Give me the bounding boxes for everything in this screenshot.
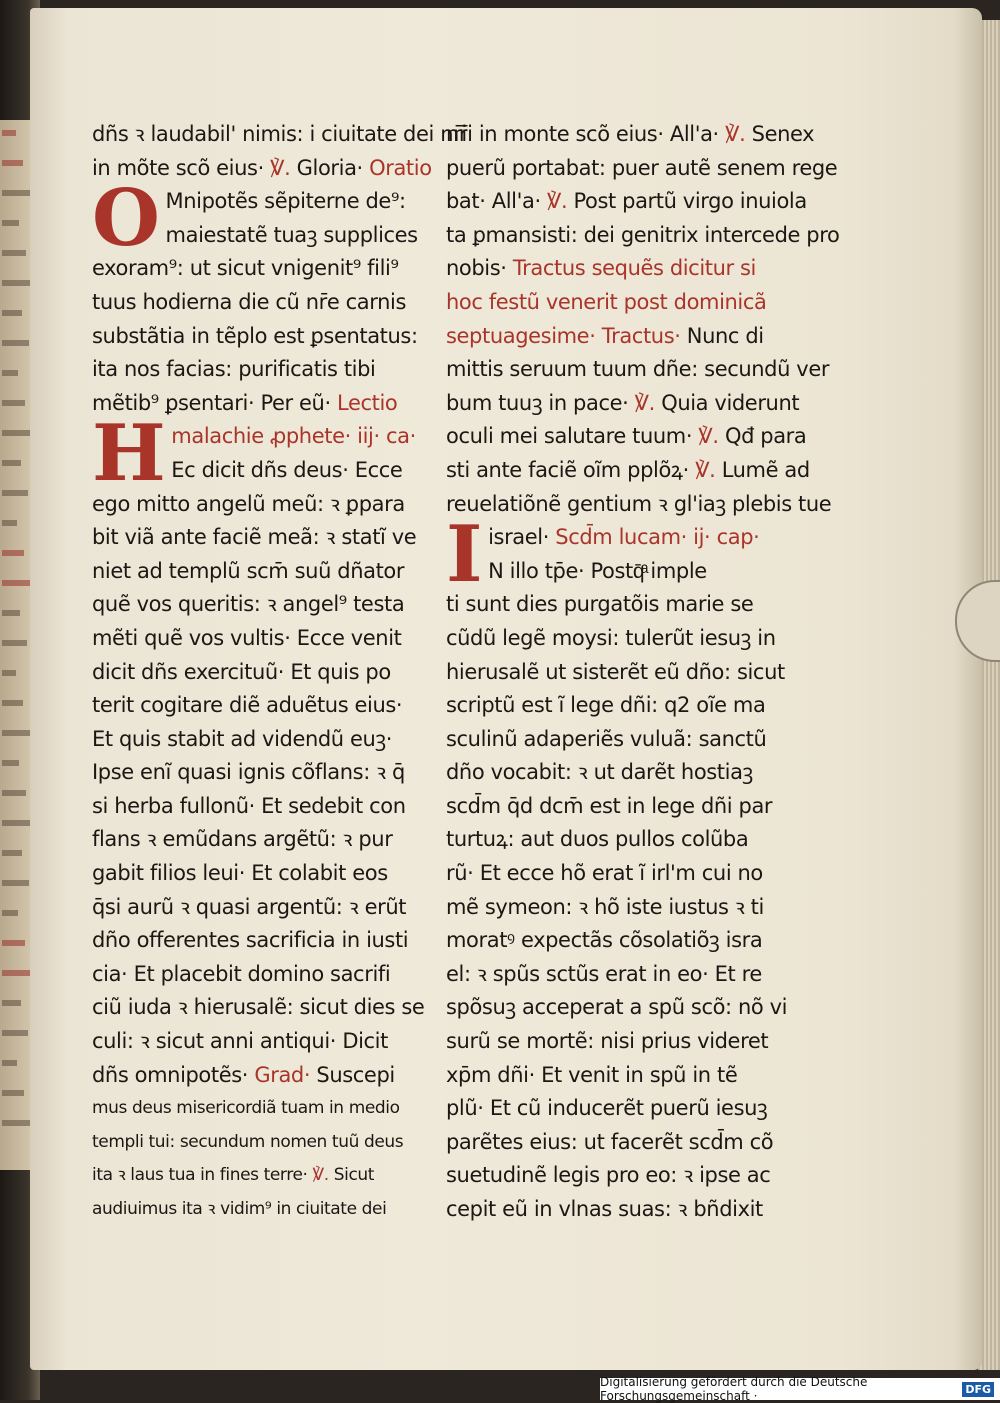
text-line bbox=[446, 521, 792, 555]
text-line bbox=[446, 689, 792, 723]
text-run: ciũ iuda ꝛ hierusalẽ: sicut dies se bbox=[92, 995, 425, 1020]
facing-page-ink bbox=[2, 400, 25, 406]
text-run: Quia viderunt bbox=[654, 390, 800, 415]
text-run: sculinũ adaperiẽs vuluã: sanctũ bbox=[446, 726, 767, 751]
text-run: el: ꝛ spũs sctũs erat in eo· Et re bbox=[446, 961, 762, 986]
text-line bbox=[92, 1059, 438, 1093]
text-line bbox=[92, 622, 438, 656]
text-run: in mõte scõ eius· bbox=[92, 155, 271, 180]
rubric-text: ℣. bbox=[698, 424, 719, 449]
text-run: scriptũ est ĩ lege dñi: q2 oĩe ma bbox=[446, 693, 766, 718]
text-line bbox=[446, 387, 800, 421]
text-run: N illo tp̄e· Postq̄ͣ imple bbox=[488, 558, 707, 583]
facing-page-ink bbox=[2, 370, 18, 376]
text-run: Ipse enĩ quasi ignis cõflans: ꝛ q̄ bbox=[92, 760, 405, 785]
text-line bbox=[92, 1159, 438, 1193]
text-run: plũ· Et cũ inducerẽt puerũ iesuꝫ bbox=[446, 1096, 768, 1121]
text-run: turtuꝝ: aut duos pullos colũba bbox=[446, 827, 749, 852]
facing-page-ink bbox=[2, 190, 30, 196]
rubric-text: Tractus sequẽs dicitur si bbox=[512, 256, 756, 281]
text-line bbox=[92, 857, 438, 891]
text-run: Ec dicit dñs deus· Ecce bbox=[171, 457, 403, 482]
text-run: sti ante faciẽ oĩm pplõꝝ· bbox=[446, 457, 696, 482]
text-run: nr̄i in monte scõ eius· All'a· bbox=[446, 122, 726, 146]
facing-page-ink bbox=[2, 1060, 17, 1066]
facing-page-ink bbox=[2, 550, 24, 556]
facing-page-ink bbox=[2, 460, 21, 466]
facing-page-ink bbox=[2, 970, 32, 976]
facing-page-ink bbox=[2, 310, 22, 316]
rubric-text: ℣. bbox=[547, 189, 568, 214]
text-run: Sicut bbox=[328, 1165, 375, 1186]
facing-page-ink bbox=[2, 940, 25, 946]
text-run: tuus hodierna die cũ nr̄e carnis bbox=[92, 289, 407, 314]
text-line bbox=[92, 823, 438, 857]
text-run: maiestatẽ tuaꝫ supplices bbox=[165, 222, 418, 247]
text-run: niet ad templũ scm̄ suũ dñator bbox=[92, 558, 405, 583]
text-run: templi tui: secundum nomen tuũ deus bbox=[92, 1131, 404, 1152]
facing-page-ink bbox=[2, 1030, 28, 1036]
drop-initial: I bbox=[446, 509, 483, 601]
text-line bbox=[446, 286, 792, 320]
text-line bbox=[446, 152, 838, 186]
funding-notice: Digitalisierung gefördert durch die Deutsche Forschungsgemeinschaft · bbox=[600, 1375, 868, 1403]
drop-initial: O bbox=[92, 173, 160, 265]
text-run: spõsuꝫ acceperat a spũ scõ: nõ vi bbox=[446, 995, 788, 1020]
text-line bbox=[92, 118, 467, 152]
text-run: suetudinẽ legis pro eo: ꝛ ipse ac bbox=[446, 1163, 771, 1188]
facing-page-ink bbox=[2, 730, 30, 736]
text-run: Qđ para bbox=[718, 424, 807, 449]
facing-page-ink bbox=[2, 220, 19, 226]
facing-page-ink bbox=[2, 1000, 21, 1006]
text-run: scd̄m q̄d dcm̄ est in lege dñi par bbox=[446, 793, 773, 818]
text-line bbox=[446, 622, 792, 656]
text-line bbox=[92, 723, 438, 757]
text-line bbox=[92, 656, 438, 690]
text-run: rũ· Et ecce hõ erat ĩ irl'm cui no bbox=[446, 861, 763, 886]
rubric-text: ℣. bbox=[695, 457, 716, 482]
text-run: hierusalẽ ut sisterẽt eũ dño: sicut bbox=[446, 659, 785, 684]
text-line bbox=[92, 924, 438, 958]
text-run: terit cogitare diẽ aduẽtus eius· bbox=[92, 693, 403, 718]
text-line bbox=[446, 454, 810, 488]
text-run: mittis seruum tuum dñe: secundũ ver bbox=[446, 357, 830, 382]
text-line bbox=[446, 353, 830, 387]
rubric-text: hoc festũ venerit post dominicã bbox=[446, 289, 767, 314]
text-run: flans ꝛ emũdans argẽtũ: ꝛ pur bbox=[92, 827, 393, 852]
text-run: dño offerentes sacrificia in iusti bbox=[92, 928, 409, 953]
text-line bbox=[92, 1193, 438, 1227]
text-line bbox=[92, 521, 438, 555]
text-line bbox=[446, 991, 792, 1025]
text-run: gabit filios leui· Et colabit eos bbox=[92, 861, 388, 886]
facing-page-ink bbox=[2, 130, 16, 136]
text-line bbox=[446, 756, 792, 790]
text-line bbox=[446, 1159, 792, 1193]
initial-block bbox=[92, 173, 438, 265]
text-line bbox=[446, 1025, 792, 1059]
facing-page-ink bbox=[2, 520, 17, 526]
text-run: dicit dñs exercituũ· Et quis po bbox=[92, 659, 391, 684]
text-run: quẽ vos queritis: ꝛ angel⁹ testa bbox=[92, 592, 405, 617]
footer-bar bbox=[600, 1375, 1000, 1403]
text-line bbox=[446, 588, 792, 622]
text-run: q̄si aurũ ꝛ quasi argentũ: ꝛ erũt bbox=[92, 894, 407, 919]
facing-page-ink bbox=[2, 280, 33, 286]
text-line bbox=[92, 891, 438, 925]
facing-page-ink bbox=[2, 610, 20, 616]
text-line bbox=[92, 588, 438, 622]
facing-page-ink bbox=[2, 640, 27, 646]
text-run: Suscepi bbox=[310, 1062, 395, 1087]
text-line bbox=[446, 219, 840, 253]
text-run: Gloria· bbox=[290, 155, 370, 180]
text-run: oculi mei salutare tuum· bbox=[446, 424, 699, 449]
facing-page-ink bbox=[2, 910, 18, 916]
rubric-text: Lectio bbox=[337, 390, 398, 415]
text-line bbox=[92, 286, 438, 320]
text-run: nobis· bbox=[446, 256, 513, 281]
text-run: mẽtib⁹ ꝑsentari· Per eũ· bbox=[92, 390, 338, 415]
initial-block bbox=[446, 509, 792, 601]
text-run: substãtia in tẽplo est ꝑsentatus: bbox=[92, 323, 418, 348]
text-run: puerũ portabat: puer autẽ senem rege bbox=[446, 155, 838, 180]
facing-page-ink bbox=[2, 160, 23, 166]
text-run: bit viã ante faciẽ meã: ꝛ statĩ ve bbox=[92, 525, 417, 550]
text-run: audiuimus ita ꝛ vidim⁹ in ciuitate dei bbox=[92, 1199, 387, 1219]
facing-page-ink bbox=[2, 430, 32, 436]
facing-page-ink bbox=[2, 1090, 24, 1096]
text-line bbox=[92, 353, 438, 387]
text-run: si herba fullonũ· Et sedebit con bbox=[92, 793, 406, 818]
text-run: ego mitto angelũ meũ: ꝛ ꝑpara bbox=[92, 491, 405, 516]
text-run: parẽtes eius: ut facerẽt scd̄m cõ bbox=[446, 1129, 774, 1154]
text-line bbox=[446, 924, 792, 958]
text-run: ita nos facias: purificatis tibi bbox=[92, 357, 376, 382]
text-line bbox=[446, 1193, 792, 1227]
rubric-text: ℣. bbox=[312, 1165, 329, 1186]
rubric-text: ℣. bbox=[270, 155, 291, 180]
text-run: Post partũ virgo inuiola bbox=[567, 189, 807, 214]
text-run: mus deus misericordiã tuam in medio bbox=[92, 1098, 400, 1119]
text-line bbox=[446, 488, 832, 522]
facing-page-ink bbox=[2, 1120, 31, 1126]
text-run: ta ꝑmansisti: dei genitrix intercede pro bbox=[446, 222, 840, 247]
text-line bbox=[92, 320, 438, 354]
text-line bbox=[92, 1092, 438, 1126]
rubric-text: ℣. bbox=[634, 390, 655, 415]
text-line bbox=[92, 1126, 438, 1160]
text-line bbox=[446, 857, 792, 891]
text-run: Lumẽ ad bbox=[715, 457, 810, 482]
text-line bbox=[446, 723, 792, 757]
text-line bbox=[446, 118, 815, 152]
text-run: moratꝰ expectãs cõsolatiõꝫ isra bbox=[446, 928, 763, 953]
text-line bbox=[92, 991, 438, 1025]
text-run: dñs ꝛ laudabil' nimis: i ciuitate dei nr̄i bbox=[92, 122, 467, 146]
text-line bbox=[446, 420, 807, 454]
rubric-text: Scd̄m lucam· ij· cap· bbox=[555, 525, 760, 550]
facing-page-ink bbox=[2, 880, 29, 886]
text-run: xp̄m dñi· Et venit in spũ in tẽ bbox=[446, 1062, 738, 1087]
rubric-text: ℣. bbox=[725, 122, 746, 146]
text-run: bat· All'a· bbox=[446, 189, 548, 214]
text-column-left bbox=[92, 118, 467, 1227]
text-run: bum tuuꝫ in pace· bbox=[446, 390, 635, 415]
drop-initial: H bbox=[92, 408, 166, 500]
text-run: culi: ꝛ sicut anni antiqui· Dicit bbox=[92, 1029, 388, 1054]
text-run: mẽ symeon: ꝛ hõ iste iustus ꝛ ti bbox=[446, 894, 764, 919]
text-run: Nunc di bbox=[680, 323, 764, 348]
initial-block bbox=[92, 408, 438, 500]
text-run: ti sunt dies purgatõis marie se bbox=[446, 592, 754, 617]
facing-page-ink bbox=[2, 820, 33, 826]
text-line bbox=[92, 958, 438, 992]
text-run: cũdũ legẽ moysi: tulerũt iesuꝫ in bbox=[446, 625, 776, 650]
text-line bbox=[92, 1025, 438, 1059]
text-line bbox=[92, 756, 438, 790]
text-run: ita ꝛ laus tua in fines terre· bbox=[92, 1165, 313, 1186]
text-run: exoram⁹: ut sicut vnigenit⁹ fili⁹ bbox=[92, 256, 399, 281]
dfg-logo: DFG bbox=[962, 1382, 994, 1397]
text-line bbox=[446, 958, 792, 992]
text-line bbox=[446, 320, 792, 354]
rubric-text: malachie ꝓphete· iij· ca· bbox=[171, 424, 416, 449]
text-line bbox=[446, 656, 792, 690]
text-line bbox=[92, 689, 438, 723]
text-line bbox=[446, 252, 792, 286]
facing-page-ink bbox=[2, 760, 19, 766]
text-line bbox=[446, 790, 792, 824]
text-run: dño vocabit: ꝛ ut darẽt hostiaꝫ bbox=[446, 760, 753, 785]
facing-page-ink bbox=[2, 850, 22, 856]
text-line bbox=[446, 1126, 792, 1160]
text-line bbox=[446, 891, 792, 925]
facing-page-ink bbox=[2, 490, 28, 496]
text-run: Mnipotẽs sẽpiterne de⁹: bbox=[165, 189, 406, 214]
facing-page-ink bbox=[2, 250, 26, 256]
text-run: cia· Et placebit domino sacrifi bbox=[92, 961, 391, 986]
text-run: reuelatiõnẽ gentium ꝛ gl'iaꝫ plebis tue bbox=[446, 491, 832, 516]
text-run: Senex bbox=[745, 122, 815, 146]
text-run: Et quis stabit ad videndũ euꝫ· bbox=[92, 726, 393, 751]
text-line bbox=[446, 1092, 792, 1126]
text-run: dñs omnipotẽs· bbox=[92, 1062, 255, 1087]
text-run: surũ se mortẽ: nisi prius videret bbox=[446, 1029, 769, 1054]
facing-page-ink bbox=[2, 580, 31, 586]
text-run: cepit eũ in vlnas suas: ꝛ bñdixit bbox=[446, 1197, 763, 1221]
text-line bbox=[92, 790, 438, 824]
text-line bbox=[92, 555, 438, 589]
facing-page-ink bbox=[2, 670, 16, 676]
facing-page-ink bbox=[2, 700, 23, 706]
text-line bbox=[446, 555, 792, 589]
rubric-text: Grad· bbox=[254, 1062, 311, 1087]
text-run: mẽti quẽ vos vultis· Ecce venit bbox=[92, 625, 402, 650]
rubric-text: septuagesime· Tractus· bbox=[446, 323, 681, 348]
facing-page-ink bbox=[2, 340, 29, 346]
text-line bbox=[446, 823, 792, 857]
text-column-right bbox=[446, 118, 840, 1227]
text-run: israel· bbox=[488, 525, 556, 550]
facing-page-ink bbox=[2, 790, 26, 796]
text-line bbox=[446, 1059, 792, 1093]
text-line bbox=[446, 185, 807, 219]
rubric-text: Oratio bbox=[369, 155, 432, 180]
